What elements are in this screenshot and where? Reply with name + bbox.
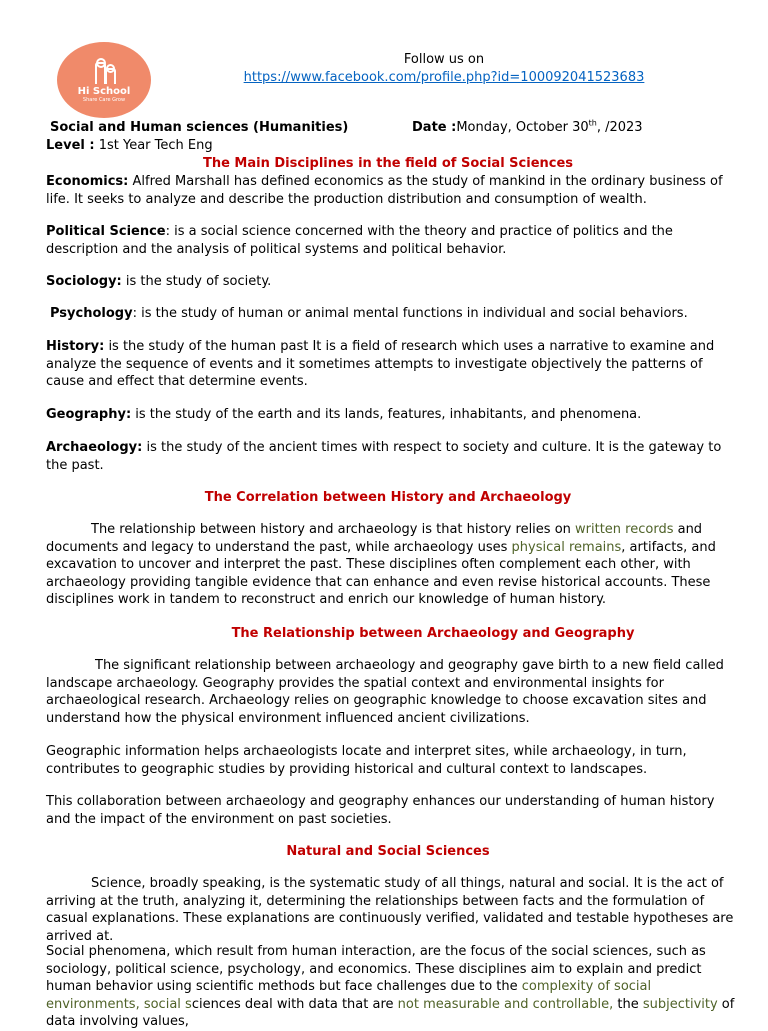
- definition-text: is the study of the ancient times with respect to society and culture. It is the gateway to the past.: [46, 440, 722, 473]
- section-heading-history-archaeology: The Correlation between History and Archaeology: [204, 490, 572, 505]
- date-label: Date :: [412, 120, 457, 135]
- date-year: , /2023: [596, 120, 643, 135]
- definition-text: : is a social science concerned with the theory and practice of politics and the description and the analysis of political systems and political behavior.: [46, 224, 673, 257]
- definition-archaeology: [46, 439, 736, 474]
- paragraph-collaboration: This collaboration between archaeology and geography enhances our understanding of human history and the impact of the environment on past societies.: [46, 794, 715, 827]
- section-heading-disciplines: The Main Disciplines in the field of Social Sciences: [202, 156, 574, 171]
- follow-text: Follow us on: [403, 52, 485, 67]
- highlight-physical-remains: physical remains: [511, 539, 622, 555]
- section-heading-natural-social: Natural and Social Sciences: [286, 844, 490, 859]
- definition-political-science: [46, 223, 736, 258]
- paragraph-social-phenomena: [46, 943, 736, 1031]
- text-run: The relationship between history and archaeology is that history relies on: [91, 522, 576, 537]
- definition-term: Psychology: [50, 306, 133, 321]
- highlight-complexity: complexity of social environments, social s: [46, 979, 652, 1012]
- definition-term: Archaeology:: [46, 440, 143, 455]
- highlight-not-measurable: not measurable and controllable,: [397, 996, 614, 1012]
- definition-term: Geography:: [46, 407, 132, 422]
- definition-term: History:: [46, 339, 105, 354]
- date-line: [412, 119, 643, 137]
- definition-text: is the study of society.: [121, 274, 272, 289]
- text-run: the: [613, 996, 643, 1012]
- date-suffix: th: [588, 118, 597, 128]
- highlight-subjectivity: subjectivity: [642, 996, 718, 1012]
- definition-term: Sociology:: [46, 274, 122, 289]
- definition-psychology: [50, 305, 740, 323]
- definition-sociology: [46, 273, 736, 291]
- paragraph-geographic-information: Geographic information helps archaeologists locate and interpret sites, while archaeology, in turn, contributes to geographic studies by providing historical and cultural context to landscapes.: [46, 744, 687, 777]
- text-run: , artifacts, and excavation to uncover and interpret the past. These disciplines often complement each other, with archaeology providing tangible evidence that can enhance and even revise historical accounts. These disciplines work in tandem to reconstruct and enrich our knowledge of human history.: [46, 539, 716, 608]
- definition-text: is the study of the human past It is a field of research which uses a narrative to examine and analyze the sequence of events and it sometimes attempts to investigate objectively the patterns of cause and effect that determine events.: [46, 339, 715, 390]
- section-heading-archaeology-geography: The Relationship between Archaeology and Geography: [231, 626, 635, 641]
- definition-text: is the study of the earth and its lands, features, inhabitants, and phenomena.: [131, 407, 642, 422]
- level-label: Level :: [46, 138, 95, 153]
- logo-name: Hi School: [77, 85, 131, 97]
- definition-term: Economics:: [46, 174, 129, 189]
- paragraph-science-definition: Science, broadly speaking, is the systematic study of all things, natural and social. It is the act of arriving at the truth, analyzing it, determining the relationships between facts and the formulation of casual explanations. These explanations are continuously verified, validated and testable hypotheses are arrived at.: [46, 876, 734, 944]
- text-run: Social phenomena, which result from human interaction, are the focus of the social sciences, such as sociology, political science, psychology, and economics. These disciplines aim to explain and predict human behavior using scientific methods but face challenges due to the: [46, 944, 706, 995]
- subject-title: Social and Human sciences (Humanities): [50, 120, 349, 135]
- text-run: and documents and legacy to understand the past, while archaeology uses: [46, 522, 703, 555]
- date-value: Monday, October 30: [456, 120, 589, 135]
- logo-tagline: Share Care Grow: [82, 96, 126, 103]
- paragraph-landscape-archaeology: The significant relationship between archaeology and geography gave birth to a new field called landscape archaeology. Geography provides the spatial context and environmental insights for archaeological research. Archaeology relies on geographic knowledge to choose excavation sites and understand how the physical environment influenced ancient civilizations.: [46, 658, 724, 726]
- facebook-link[interactable]: https://www.facebook.com/profile.php?id=100092041523683: [243, 70, 645, 85]
- level-line: [46, 137, 213, 155]
- definition-text: Alfred Marshall has defined economics as the study of mankind in the ordinary business of life. It seeks to analyze and describe the production distribution and consumption of wealth.: [46, 174, 723, 207]
- definition-term: Political Science: [46, 224, 166, 239]
- definition-text: : is the study of human or animal mental functions in individual and social behaviors.: [132, 306, 688, 321]
- text-run: ciences deal with data that are: [191, 996, 398, 1012]
- definition-economics: [46, 173, 736, 208]
- definition-history: [46, 338, 736, 391]
- level-value: 1st Year Tech Eng: [94, 138, 213, 153]
- paragraph-history-archaeology: [46, 521, 736, 609]
- text-run: of data involving values,: [46, 996, 735, 1030]
- definition-geography: [46, 406, 736, 424]
- highlight-written-records: written records: [575, 522, 674, 537]
